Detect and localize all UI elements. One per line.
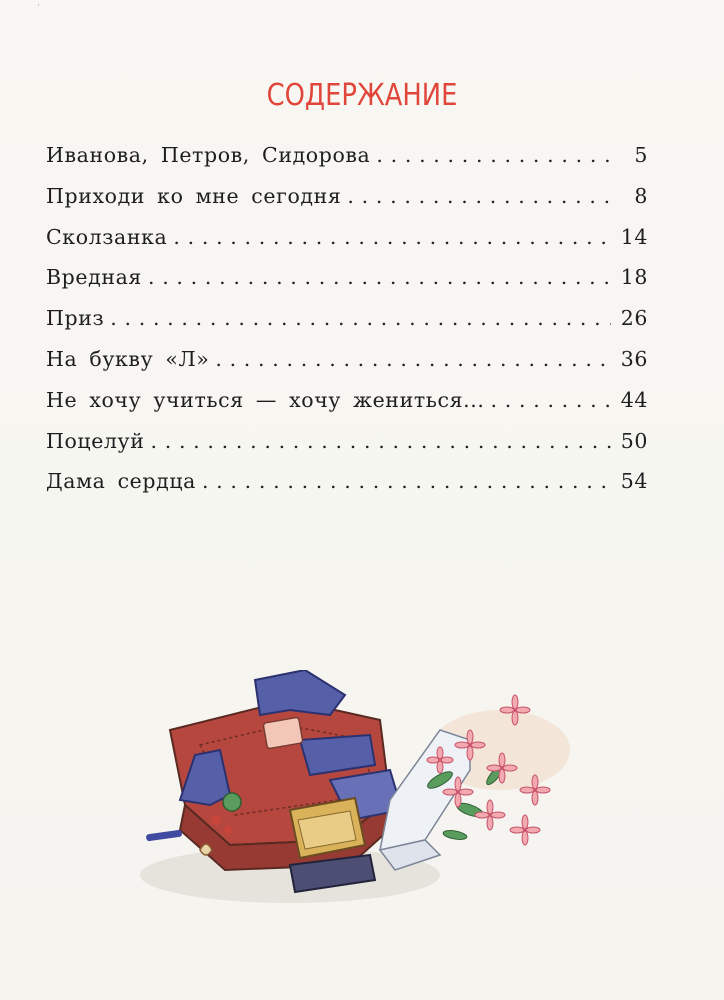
toc-entry[interactable] xyxy=(46,265,648,306)
toc-entry-title: Приходи ко мне сегодня xyxy=(46,183,342,208)
toc-entry[interactable] xyxy=(46,469,648,510)
toc-entry-page: 54 xyxy=(620,469,648,494)
toc-entry-title: Приз xyxy=(46,306,105,331)
toc-leader-dots xyxy=(215,347,610,371)
page-title: СОДЕРЖАНИЕ xyxy=(266,78,458,114)
toc-leader-dots xyxy=(150,429,610,453)
toc-entry-page: 18 xyxy=(620,265,648,290)
toc-entry[interactable] xyxy=(46,306,648,347)
toc-leader-dots xyxy=(110,306,610,330)
toc-entry[interactable] xyxy=(46,347,648,388)
cherry xyxy=(211,815,221,825)
toc-entry[interactable] xyxy=(46,388,648,429)
toc-leader-dots xyxy=(173,225,610,249)
pen-icon xyxy=(146,830,183,842)
toc-entry-title: Не хочу учиться — хочу жениться... xyxy=(46,387,485,412)
toc-leader-dots xyxy=(148,265,611,289)
toc-entry-page: 8 xyxy=(634,183,648,208)
toc-entry-page: 5 xyxy=(634,143,648,167)
toc-entry-page: 44 xyxy=(620,387,648,412)
toc-leader-dots xyxy=(202,469,611,493)
corner-mark: ˙ xyxy=(36,4,41,15)
toc-entry-title: Поцелуй xyxy=(46,428,145,453)
toc-leader-dots xyxy=(491,388,611,412)
toc-entry-page: 36 xyxy=(620,346,648,371)
toc-entry-page: 50 xyxy=(620,428,648,453)
cherry xyxy=(224,826,232,834)
toc-entry[interactable] xyxy=(46,143,648,184)
toc-entry-title: На букву «Л» xyxy=(46,346,210,371)
toc-leader-dots xyxy=(347,184,616,208)
toc-entry[interactable] xyxy=(46,429,648,470)
toc-leader-dots xyxy=(376,143,616,167)
table-of-contents xyxy=(46,143,648,510)
school-bag-with-flowers-illustration xyxy=(140,670,580,930)
toc-entry-title: Вредная xyxy=(46,265,142,290)
toc-entry-title: Дама сердца xyxy=(46,469,196,494)
bag-strap xyxy=(255,670,345,715)
toc-entry-page: 26 xyxy=(620,306,648,331)
apple-icon xyxy=(223,793,241,811)
toc-entry[interactable] xyxy=(46,225,648,266)
toc-entry-title: Иванова, Петров, Сидорова xyxy=(46,143,371,167)
bag-label xyxy=(263,717,303,749)
toc-entry-page: 14 xyxy=(620,224,648,249)
toc-entry[interactable] xyxy=(46,184,648,225)
toc-entry-title: Сколзанка xyxy=(46,224,168,249)
